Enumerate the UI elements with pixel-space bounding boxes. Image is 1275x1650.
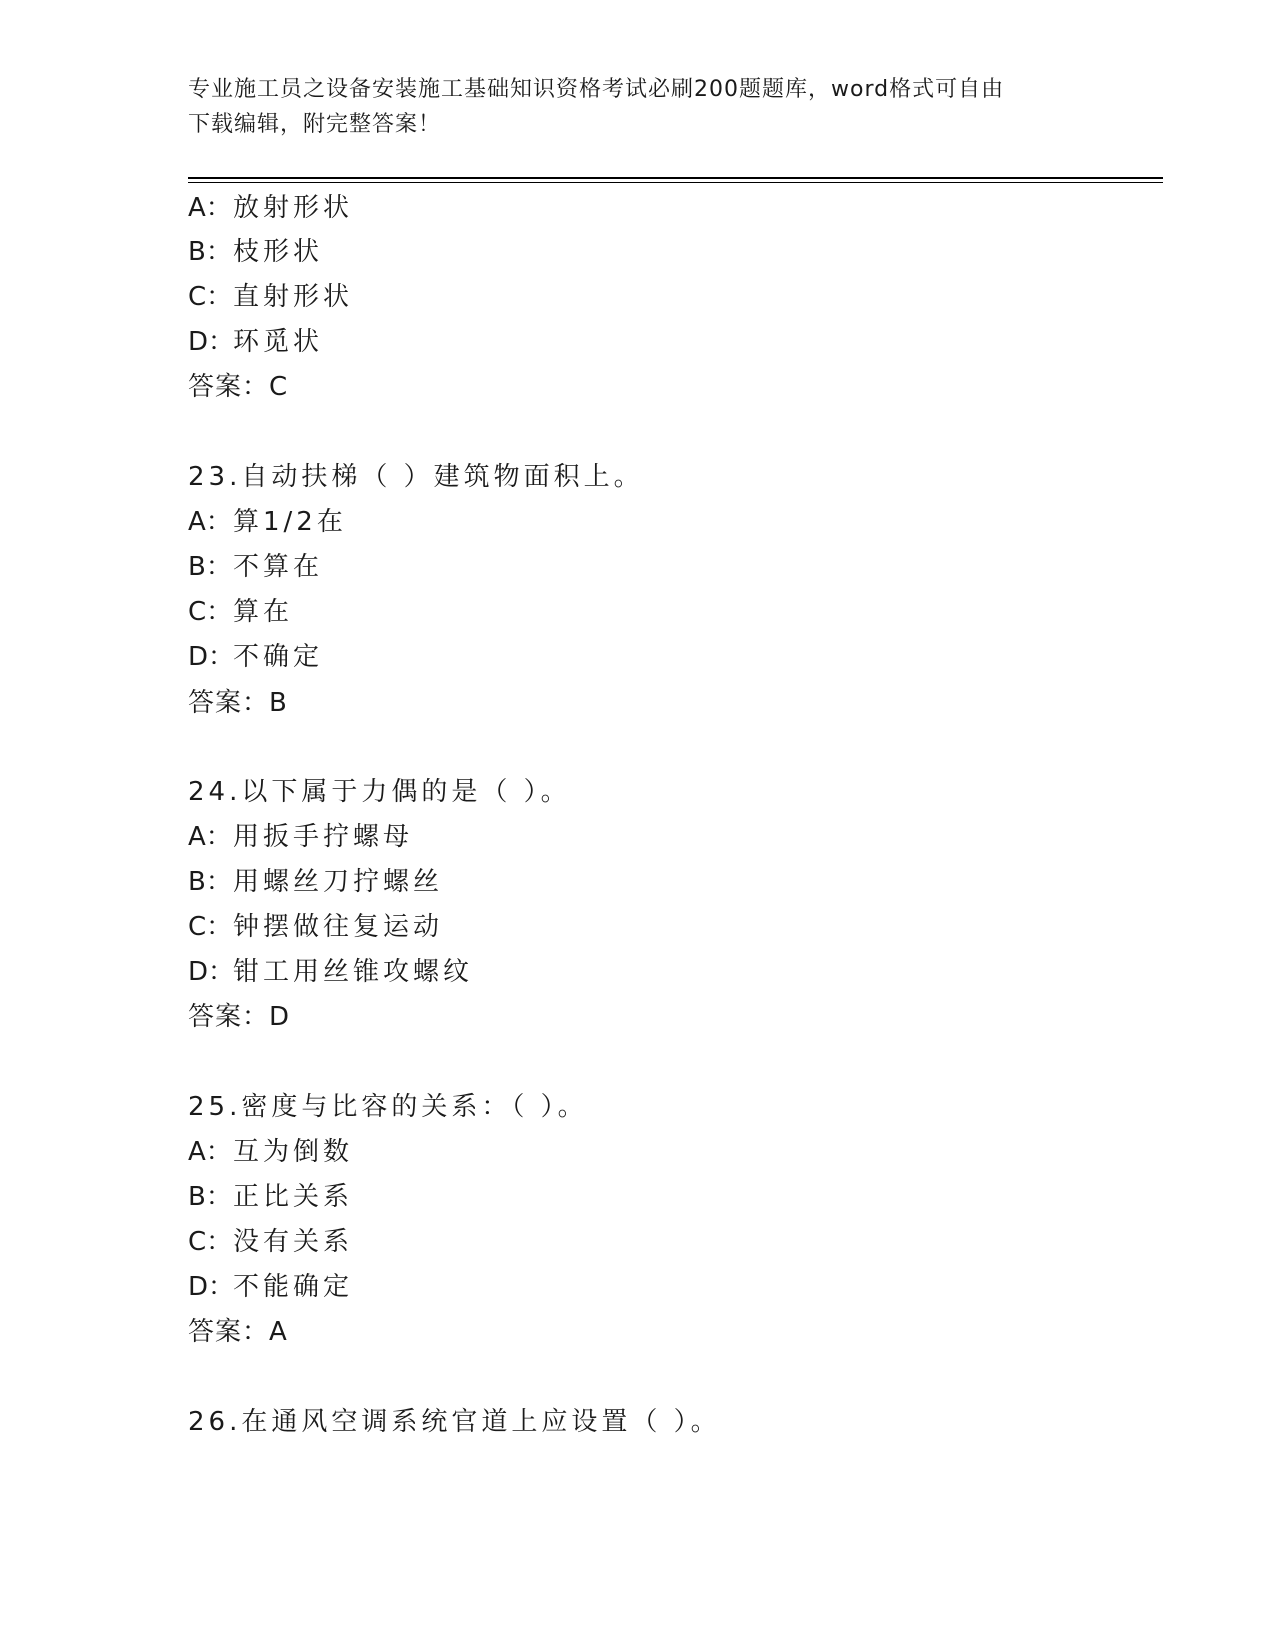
option-text: 枝形状 [233,237,324,267]
q23-question: 23.自动扶梯（ ）建筑物面积上。 [188,462,644,492]
q25-option-c [188,1225,353,1259]
header-line-1: 专业施工员之设备安装施工基础知识资格考试必刷200题题库，word格式可自由 [188,77,1005,102]
option-text: 放射形状 [233,193,354,223]
option-text: 直射形状 [233,282,354,312]
q25-option-a [188,1135,353,1169]
option-text: 算1/2在 [233,507,347,537]
option-label: D： [188,957,235,987]
q23-option-c [188,595,293,629]
option-text: 用扳手拧螺母 [233,822,414,852]
header-divider-thin [188,182,1163,183]
q23-option-b [188,550,323,584]
option-text: 钟摆做往复运动 [233,912,444,942]
q24-option-d [188,955,473,989]
q26-question: 26.在通风空调系统官道上应设置（ ）。 [188,1407,721,1437]
document-header [188,72,1088,142]
q23-option-a [188,505,347,539]
option-label: D： [188,642,235,672]
q23-answer: 答案：B [188,688,288,718]
option-text: 不能确定 [233,1272,354,1302]
q24-option-a [188,820,413,854]
option-text: 没有关系 [233,1227,354,1257]
q25-answer: 答案：A [188,1317,288,1347]
option-label: A： [188,822,232,852]
q25-option-d [188,1270,353,1304]
option-label: A： [188,1137,232,1167]
q22-option-a [188,191,353,225]
header-divider-thick [188,177,1163,179]
option-label: B： [188,237,232,267]
option-label: C： [188,912,233,942]
q24-question: 24.以下属于力偶的是（ ）。 [188,777,571,807]
option-text: 不算在 [233,552,324,582]
option-text: 钳工用丝锥攻螺纹 [233,957,474,987]
q22-option-c [188,280,353,314]
q24-answer: 答案：D [188,1002,291,1032]
q22-option-d [188,325,323,359]
option-label: A： [188,507,232,537]
option-text: 互为倒数 [233,1137,354,1167]
q24-option-c [188,910,443,944]
option-label: D： [188,1272,235,1302]
option-text: 用螺丝刀拧螺丝 [233,867,444,897]
q24-option-b [188,865,443,899]
option-label: D： [188,327,235,357]
option-label: C： [188,1227,233,1257]
option-label: A： [188,193,232,223]
option-text: 正比关系 [233,1182,354,1212]
option-text: 环觅状 [233,327,324,357]
q22-option-b [188,235,323,269]
option-label: B： [188,867,232,897]
header-line-2: 下载编辑，附完整答案！ [188,112,442,137]
q25-option-b [188,1180,353,1214]
option-text: 算在 [233,597,294,627]
q25-question: 25.密度与比容的关系：（ ）。 [188,1092,588,1122]
q22-answer: 答案：C [188,372,289,402]
option-label: B： [188,552,232,582]
option-text: 不确定 [233,642,324,672]
option-label: B： [188,1182,232,1212]
option-label: C： [188,597,233,627]
option-label: C： [188,282,233,312]
q23-option-d [188,640,323,674]
